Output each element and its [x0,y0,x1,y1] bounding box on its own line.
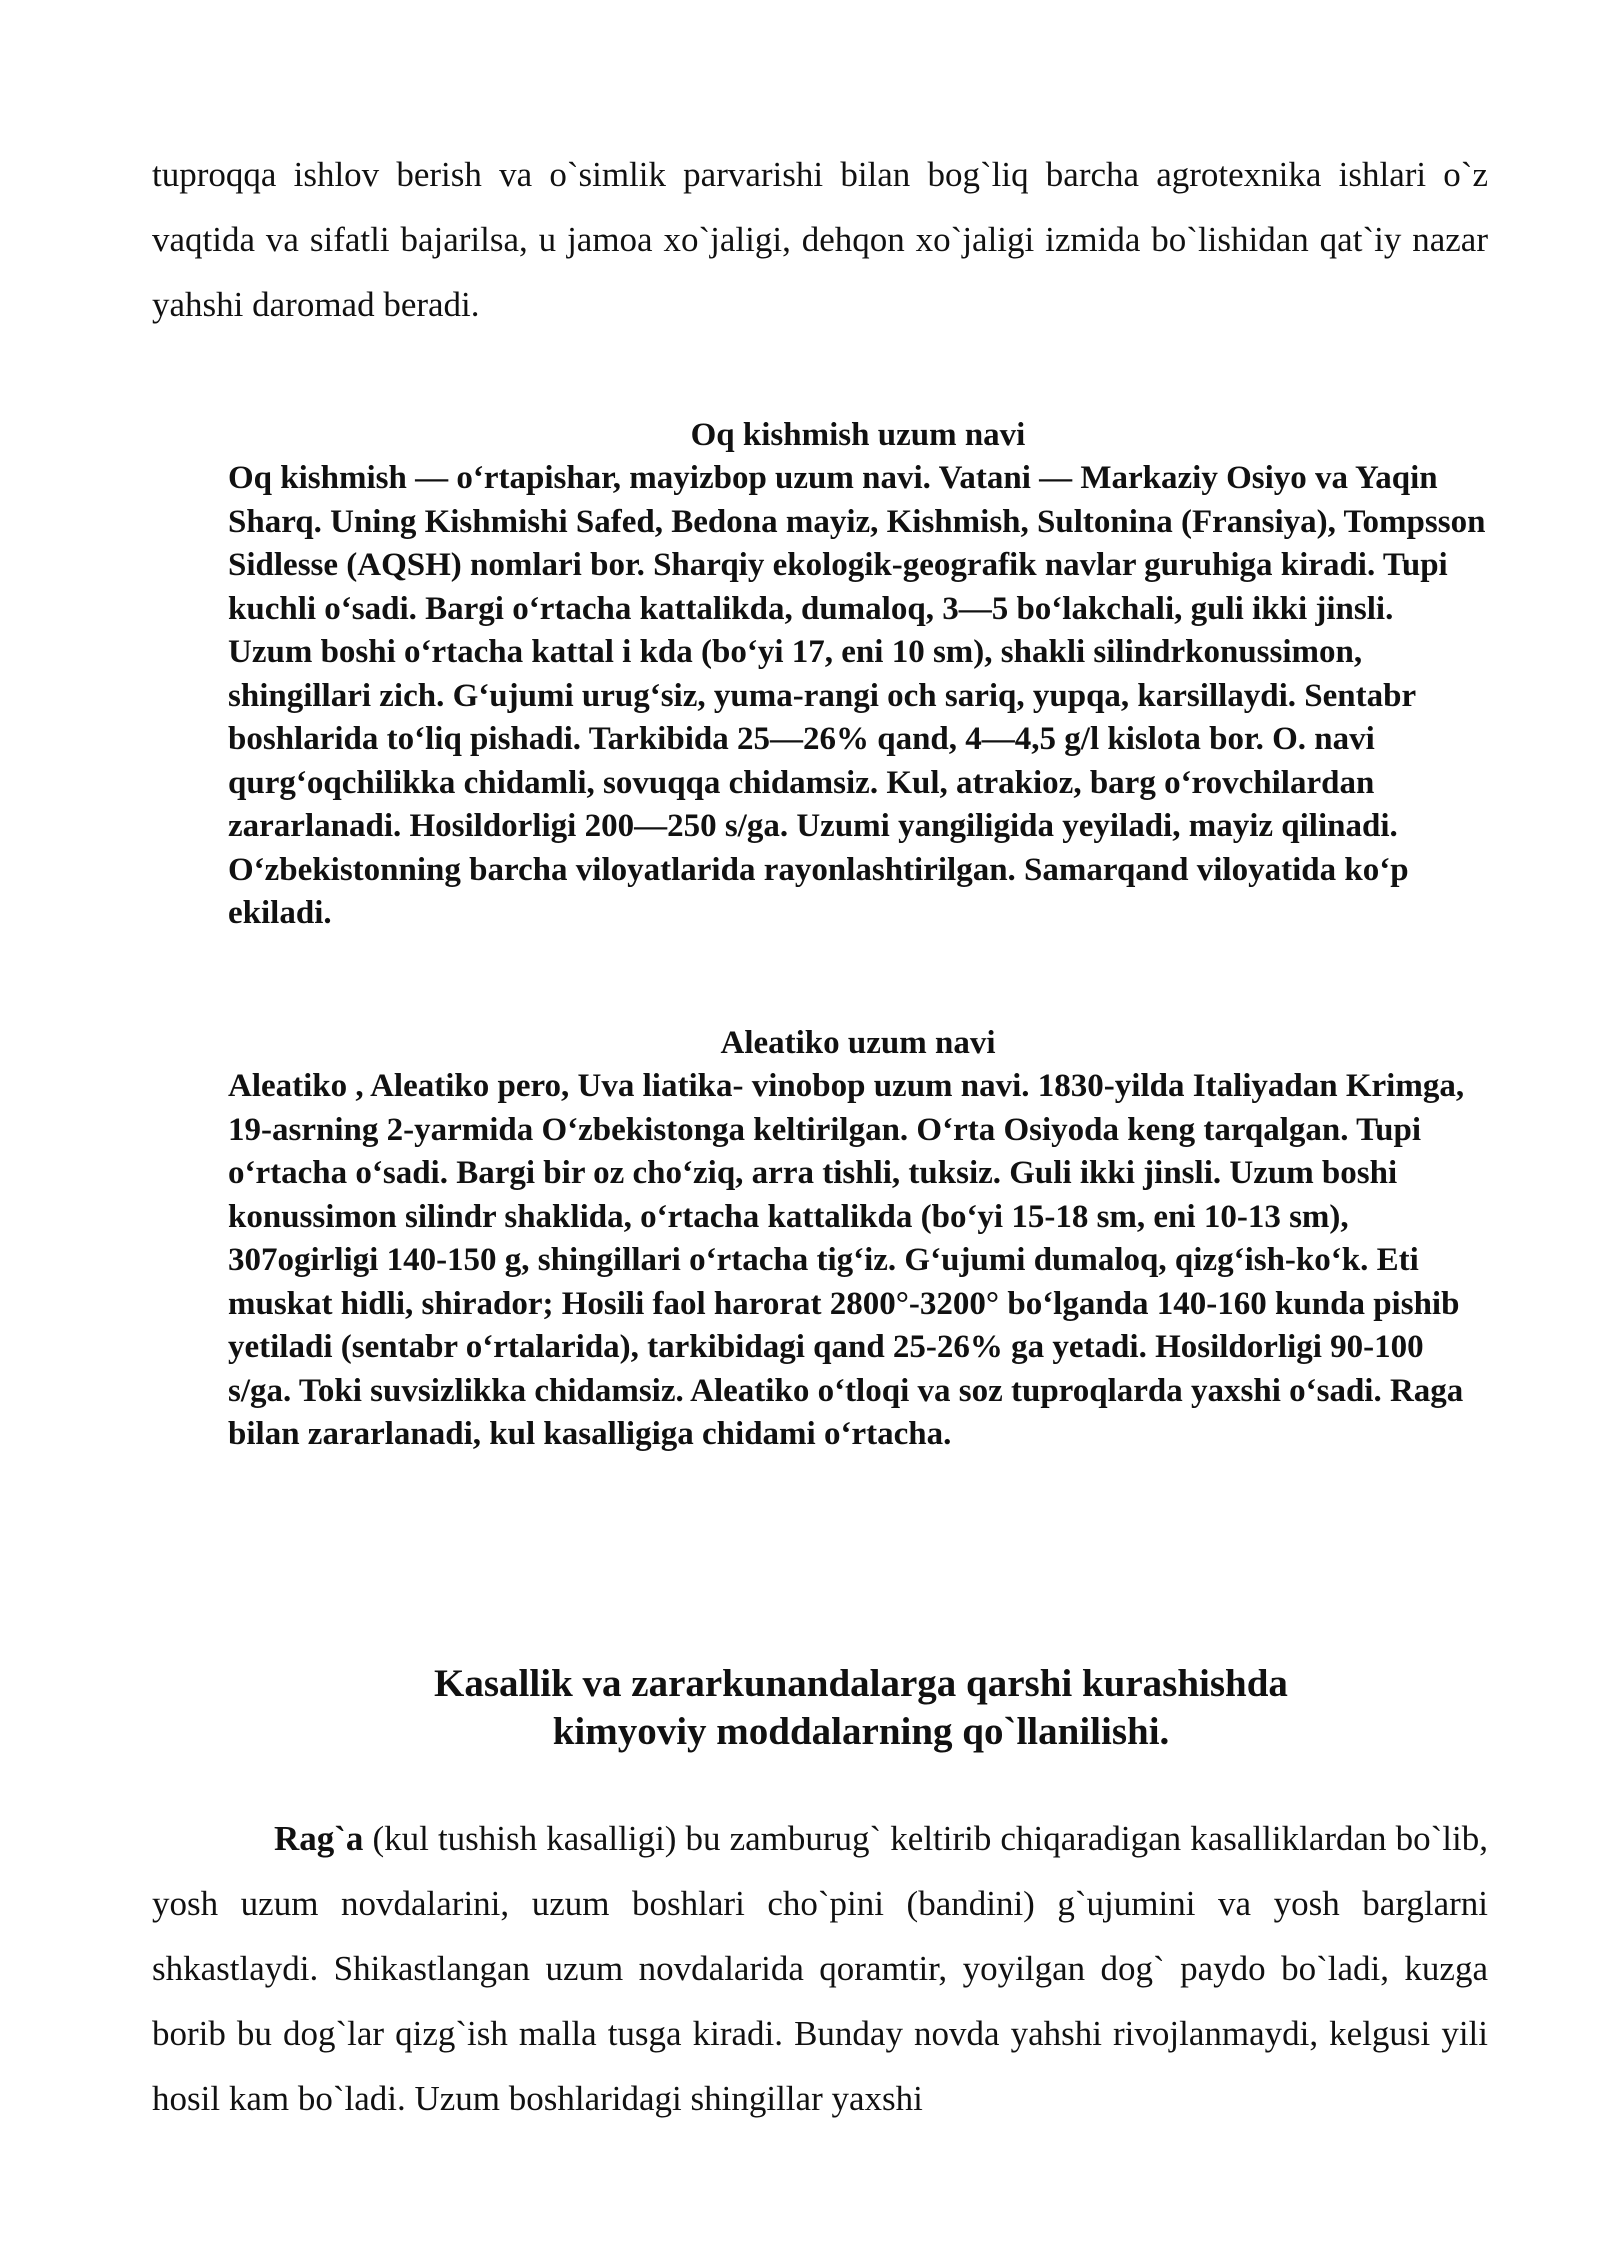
variety-title-oq-kishmish: Oq kishmish uzum navi [690,417,1026,453]
variety-description-aleatiko [228,1065,1490,1457]
section-heading-line: kimyoviy moddalarning qo`llanilishi. [552,1710,1170,1753]
term-raga: Rag`a [274,1819,364,1858]
variety-description-oq-kishmish [228,457,1490,936]
variety-paragraph: Oq kishmish — o‘rtapishar, mayizbop uzum navi. Vatani — Markaziy Osiyo va Yaqin Sharq. Uning Kishmishi Safed, Bedona mayiz, Kishmish, Sultonina (Fransiya), Tompsson Sidlesse (AQSH) nomlari bor. Sharqiy ekologik-geografik navlar guruhiga kiradi. Tupi kuchli o‘sadi. Bargi o‘rtacha kattalikda, dumaloq, 3—5 bo‘lakchali, guli ikki jinsli. [228,460,1486,627]
variety-paragraph: Aleatiko , Aleatiko pero, Uva liatika- vinobop uzum navi. 1830-yilda Italiyadan Krimga, 19-asrning 2-yarmida O‘zbekistonga keltirilgan. O‘rta Osiyoda keng tarqalgan. Tupi o‘rtacha o‘sadi. Bargi bir oz cho‘ziq, arra tishli, tuksiz. Guli ikki jinsli. Uzum boshi konussimon silindr shaklida, o‘rtacha kattalikda (bo‘yi 15-18 sm, eni 10-13 sm), 307ogirligi 140-150 g, shingillari o‘rtacha tig‘iz. G‘ujumi dumaloq, qizg‘ish-ko‘k. Eti muskat hidli, shirador; Hosili faol harorat 2800°-3200° bo‘lganda 140-160 kunda pishib yetiladi (sentabr o‘rtalarida), tarkibidagi qand 25-26% ga yetadi. Hosildorligi 90-100 s/ga. Toki suvsizlikka chidamsiz. Aleatiko o‘tloqi va soz tuproqlarda yaxshi o‘sadi. Raga bilan zararlanadi, kul kasalligiga chidami o‘rtacha. [228,1068,1465,1452]
section-heading [152,1660,1570,1756]
intro-paragraph: tuproqqa ishlov berish va o`simlik parvarishi bilan bog`liq barcha agrotexnika ishlari o`z vaqtida va sifatli bajarilsa, u jamoa xo`jaligi, dehqon xo`jaligi izmida bo`lishidan qat`iy nazar yahshi daromad beradi. [152,155,1488,324]
section-heading-line: Kasallik va zararkunandalarga qarshi kurashishda [434,1662,1288,1705]
variety-title-aleatiko: Aleatiko uzum navi [720,1025,996,1061]
section-paragraph [152,1806,1488,2131]
section-paragraph-text: (kul tushish kasalligi) bu zamburug` keltirib chiqaradigan kasalliklardan bo`lib, yosh uzum novdalarini, uzum boshlari cho`pini (bandini) g`ujumini va yosh barglarni shkastlaydi. Shikastlangan uzum novdalarida qoramtir, yoyilgan dog` paydo bo`ladi, kuzga borib bu dog`lar qizg`ish malla tusga kiradi. Bunday novda yahshi rivojlanmaydi, kelgusi yili hosil kam bo`ladi. Uzum boshlaridagi shingillar yaxshi [152,1819,1488,2118]
variety-paragraph: Uzum boshi o‘rtacha kattal i kda (bo‘yi 17, eni 10 sm), shakli silindrkonussimon, shingillari zich. G‘ujumi urug‘siz, yuma-rangi och sariq, yupqa, karsillaydi. Sentabr boshlarida to‘liq pishadi. Tarkibida 25—26% qand, 4—4,5 g/l kislota bor. O. navi qurg‘oqchilikka chidamli, sovuqqa chidamsiz. Kul, atrakioz, barg o‘rovchilardan zararlanadi. Hosildorligi 200—250 s/ga. Uzumi yangiligida yeyiladi, mayiz qilinadi. O‘zbekistonning barcha viloyatlarida rayonlashtirilgan. Samarqand viloyatida ko‘p ekiladi. [228,634,1416,931]
